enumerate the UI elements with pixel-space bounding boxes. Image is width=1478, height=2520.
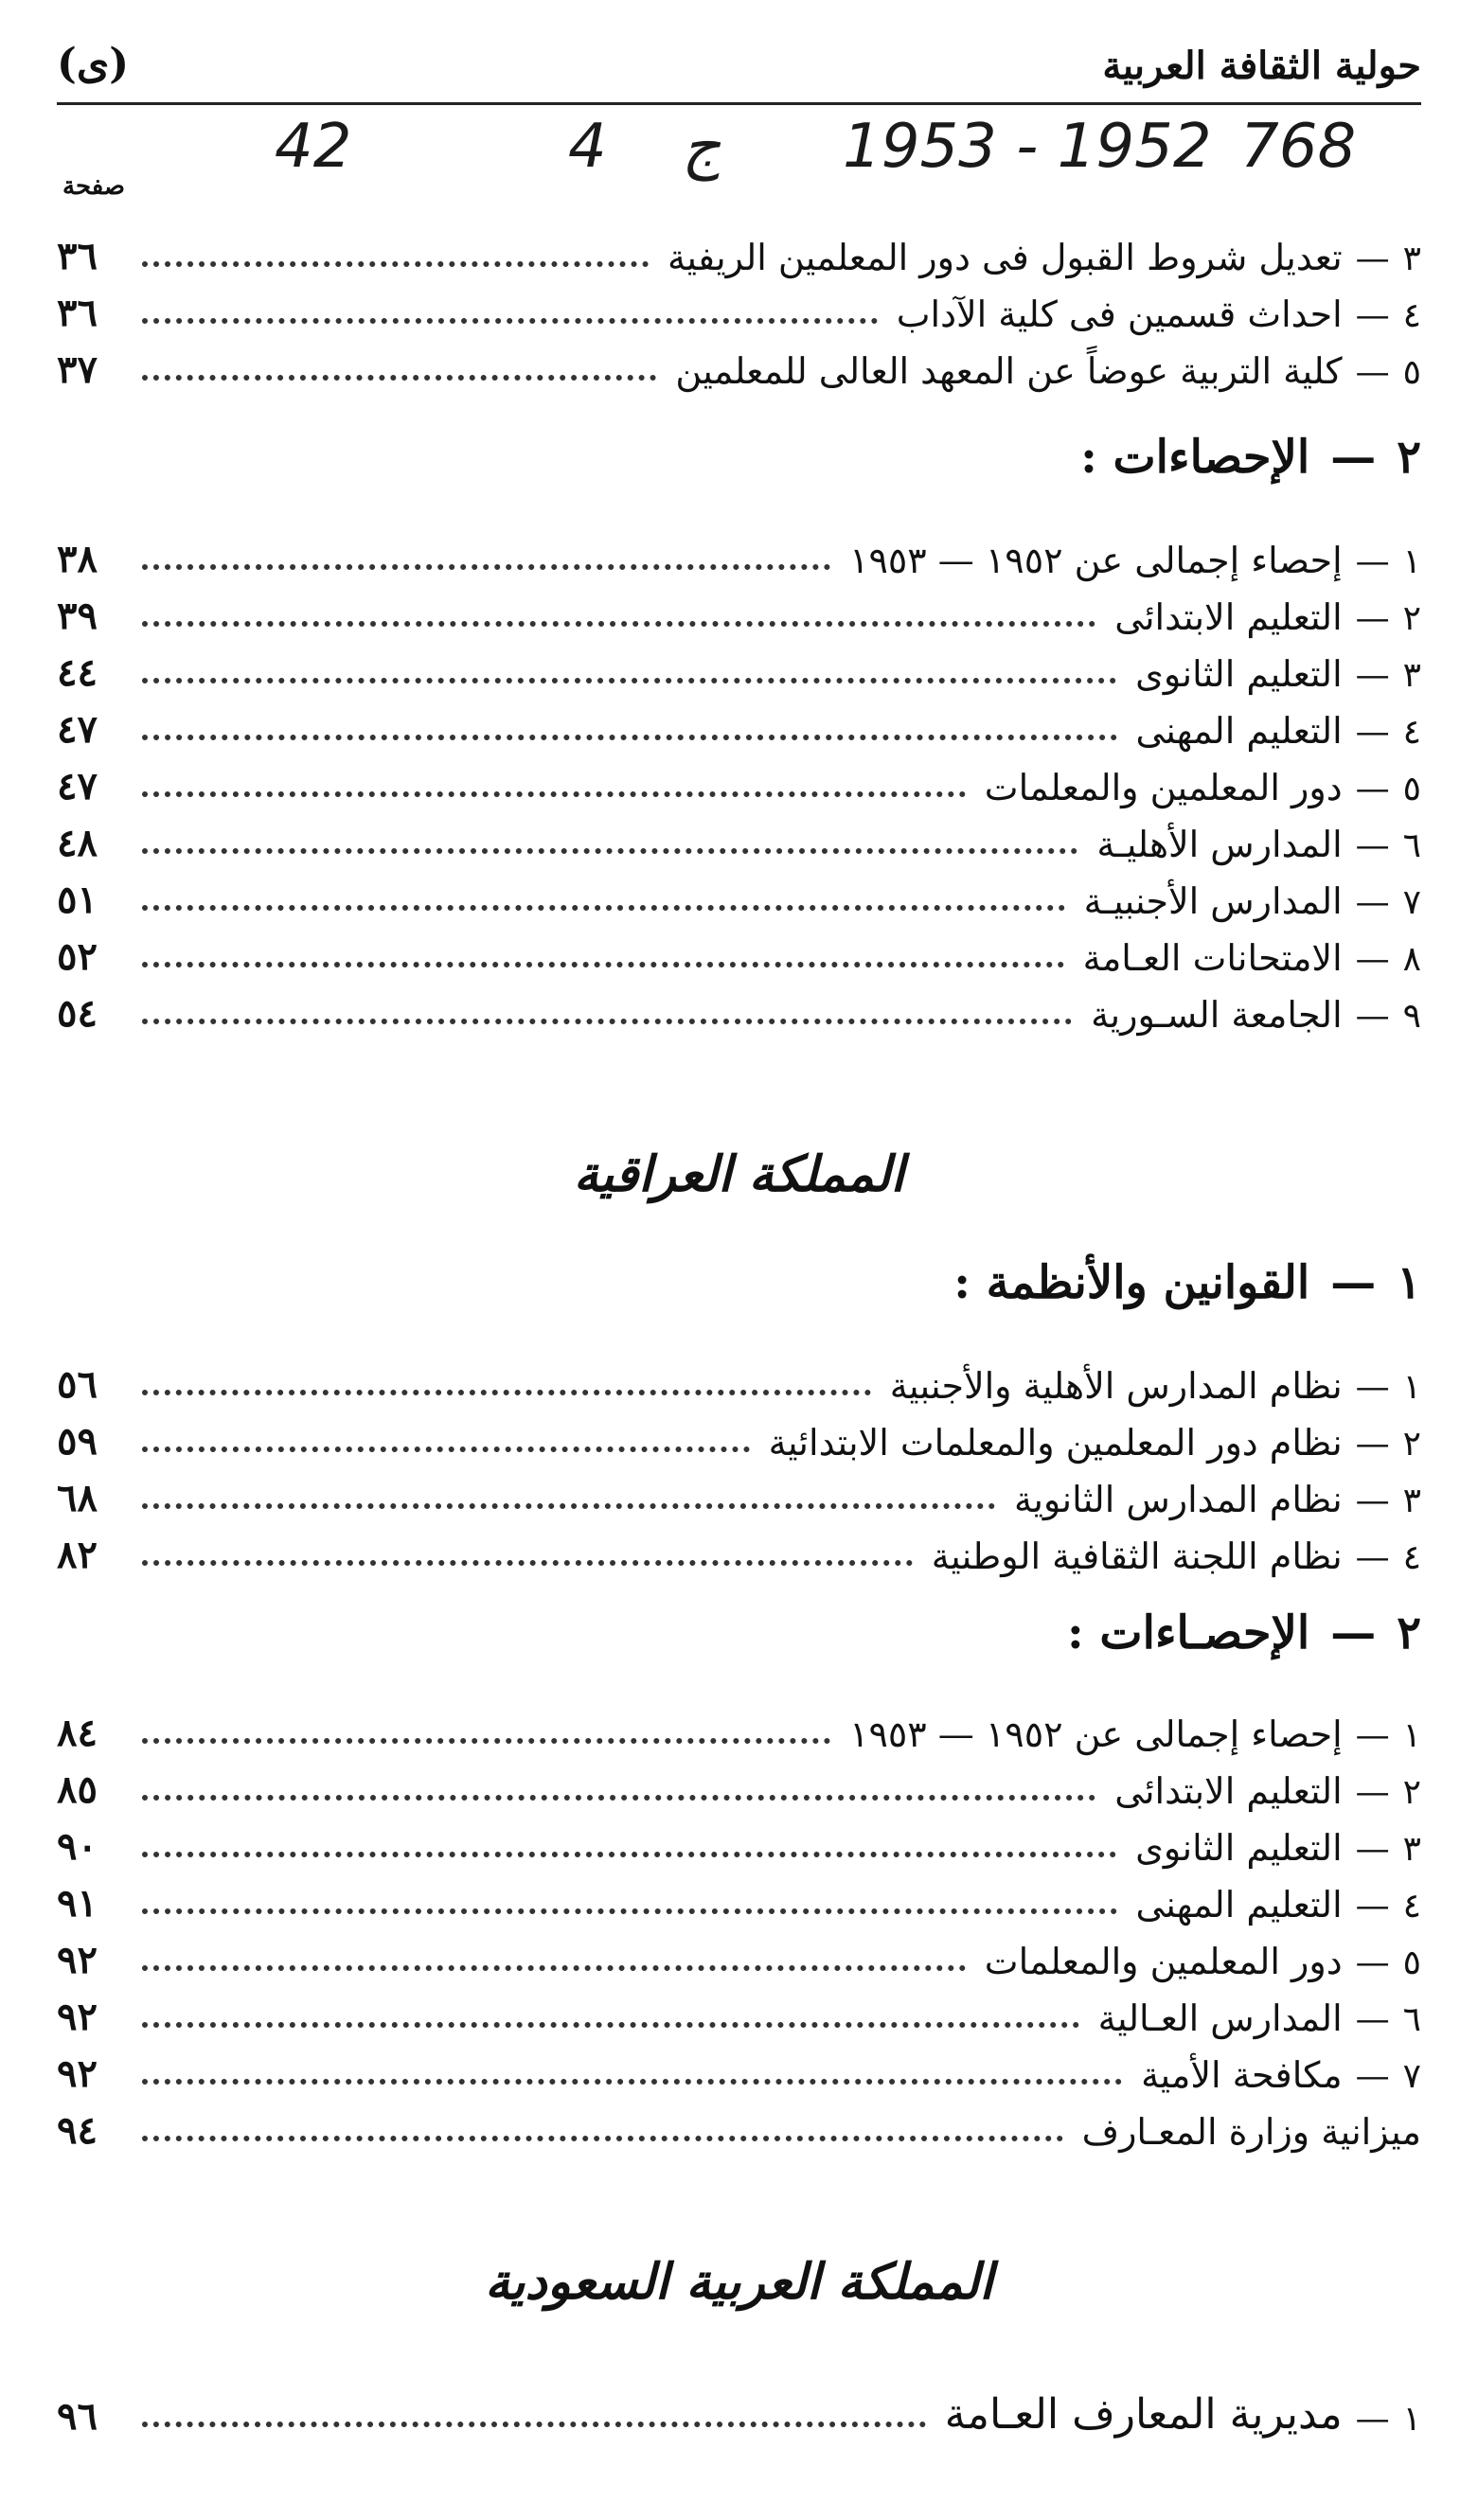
- toc-row: ٧ — مكافحة الأمية ٩٢: [57, 2051, 1421, 2096]
- entry-page: ٥٢: [57, 934, 98, 979]
- leader-dots: [142, 375, 656, 381]
- entry-text: التعليم الابتدائى: [1114, 596, 1343, 638]
- leader-dots: [142, 564, 830, 570]
- entry-page: ٤٧: [57, 707, 98, 752]
- entry-page: ٤٧: [57, 764, 98, 808]
- entry-page: ٩٤: [57, 2108, 98, 2153]
- entry-text: تعديل شروط القبول فى دور المعلمين الريفية: [668, 237, 1343, 278]
- entry-page: ٣٧: [57, 347, 98, 392]
- entry-text: مديرية المعارف العـامة: [944, 2390, 1343, 2439]
- section-heading-statistics: ٢ — الإحصـاءات :: [1067, 1606, 1421, 1659]
- toc-row: ٥ — دور المعلمين والمعلمات ٩٢: [57, 1938, 1421, 1982]
- entry-number: ٣: [1402, 1482, 1421, 1520]
- toc-row: ١ — إحصاء إجمالى عن ١٩٥٢ — ١٩٥٣ ٣٨: [57, 537, 1421, 581]
- country-heading-saudi: المملكة العربية السعودية: [485, 2253, 993, 2311]
- entry-text: التعليم الثانوى: [1135, 1827, 1343, 1869]
- section-title: الإحصاءات :: [1080, 431, 1310, 484]
- leader-dots: [142, 1446, 750, 1452]
- leader-dots: [142, 2079, 1122, 2085]
- entry-number: ١: [1402, 542, 1421, 581]
- entry-number: ٢: [1402, 599, 1421, 638]
- handwritten-years: 1953 - 1952: [843, 112, 1212, 182]
- entry-page: ٥٩: [57, 1419, 98, 1464]
- section-number: ٢: [1397, 1606, 1421, 1659]
- entry-text: التعليم المهنى: [1135, 1884, 1343, 1925]
- leader-dots: [142, 1503, 995, 1509]
- entry-page: ٨٤: [57, 1711, 98, 1755]
- entry-number: ٢: [1402, 1773, 1421, 1812]
- entry-page: ٨٥: [57, 1767, 98, 1812]
- entry-number: ١: [1402, 1716, 1421, 1755]
- entry-number: ٥: [1402, 1943, 1421, 1982]
- entry-page: ٩١: [57, 1881, 98, 1925]
- entry-text: ميزانية وزارة المعـارف: [1081, 2111, 1421, 2153]
- leader-dots: [142, 735, 1117, 740]
- entry-number: ٣: [1402, 1830, 1421, 1869]
- toc-row: ٤ — التعليم المهنى ٤٧: [57, 707, 1421, 752]
- leader-dots: [142, 1795, 1095, 1801]
- section-number: ١: [1397, 1256, 1421, 1309]
- entry-page: ٣٦: [57, 291, 98, 335]
- section-title: القوانين والأنظمة :: [953, 1256, 1310, 1309]
- leader-dots: [142, 1908, 1117, 1914]
- leader-dots: [142, 678, 1116, 683]
- entry-number: ٥: [1402, 353, 1421, 392]
- entry-text: إحصاء إجمالى عن ١٩٥٢ — ١٩٥٣: [849, 1713, 1343, 1755]
- toc-row: ٣ — نظام المدارس الثانوية ٦٨: [57, 1476, 1421, 1520]
- entry-page: ٥٤: [57, 991, 98, 1036]
- entry-text: المدارس العـالية: [1097, 1997, 1343, 2039]
- toc-row: ٢ — التعليم الابتدائى ٣٩: [57, 594, 1421, 638]
- handwritten-annotation: [256, 112, 1420, 197]
- entry-page: ٣٦: [57, 234, 98, 278]
- section-title: الإحصـاءات :: [1067, 1606, 1310, 1659]
- leader-dots: [142, 962, 1064, 967]
- running-title: حولية الثقافة العربية: [1102, 44, 1421, 88]
- leader-dots: [142, 621, 1095, 627]
- entry-number: ١: [1402, 1368, 1421, 1407]
- entry-number: ٩: [1402, 997, 1421, 1036]
- handwritten-number: 768: [1240, 112, 1357, 182]
- entry-text: المدارس الأجنبيـة: [1083, 880, 1343, 922]
- toc-row: ٣ — تعديل شروط القبول فى دور المعلمين الريفية ٣٦: [57, 234, 1421, 278]
- toc-row: ٥ — كلية التربية عوضاً عن المعهد العالى للمعلمين ٣٧: [57, 347, 1421, 392]
- leader-dots: [142, 2022, 1079, 2028]
- entry-text: المدارس الأهليـة: [1096, 824, 1343, 865]
- entry-page: ٥١: [57, 878, 98, 922]
- entry-number: ٤: [1402, 1538, 1421, 1577]
- section-heading-laws: ١ — القوانين والأنظمة :: [953, 1256, 1421, 1309]
- toc-row: ١ — مديرية المعارف العـامة ٩٦: [57, 2390, 1421, 2439]
- entry-text: الامتحانات العـامة: [1082, 937, 1343, 979]
- entry-number: ٦: [1402, 2000, 1421, 2039]
- entry-text: مكافحة الأمية: [1141, 2054, 1343, 2096]
- page-header: [57, 27, 1421, 105]
- entry-text: كلية التربية عوضاً عن المعهد العالى للمعلمين: [675, 350, 1343, 392]
- entry-text: الجامعة السـورية: [1091, 994, 1343, 1036]
- entry-text: دور المعلمين والمعلمات: [984, 1941, 1343, 1982]
- leader-dots: [142, 848, 1077, 854]
- entry-number: ٧: [1402, 2057, 1421, 2096]
- leader-dots: [142, 1965, 966, 1971]
- leader-dots: [142, 2136, 1063, 2141]
- toc-row: ٣ — التعليم الثانوى ٤٤: [57, 650, 1421, 695]
- entry-number: ٤: [1402, 713, 1421, 752]
- entry-text: التعليم المهنى: [1135, 710, 1343, 752]
- entry-page: ٩٠: [57, 1824, 98, 1869]
- entry-number: ٣: [1402, 240, 1421, 278]
- section-number: ٢: [1397, 431, 1421, 484]
- toc-row: ٤ — نظام اللجنة الثقافية الوطنية ٨٢: [57, 1533, 1421, 1577]
- entry-page: ٨٢: [57, 1533, 98, 1577]
- entry-text: نظام المدارس الثانوية: [1013, 1479, 1343, 1520]
- country-heading-iraq: المملكة العراقية: [573, 1145, 905, 1203]
- handwritten-code: 42: [275, 112, 352, 182]
- entry-text: دور المعلمين والمعلمات: [984, 767, 1343, 808]
- entry-page: ٥٦: [57, 1362, 98, 1407]
- toc-row: ٦ — المدارس الأهليـة ٤٨: [57, 821, 1421, 865]
- entry-text: نظام اللجنة الثقافية الوطنية: [931, 1535, 1343, 1577]
- toc-row: ٥ — دور المعلمين والمعلمات ٤٧: [57, 764, 1421, 808]
- entry-page: ٣٩: [57, 594, 98, 638]
- toc-row: ٩ — الجامعة السـورية ٥٤: [57, 991, 1421, 1036]
- section-heading-statistics: ٢ — الإحصاءات :: [1080, 431, 1421, 484]
- toc-row: ٢ — التعليم الابتدائى ٨٥: [57, 1767, 1421, 1812]
- entry-number: ٢: [1402, 1425, 1421, 1464]
- leader-dots: [142, 1390, 871, 1395]
- entry-number: ٨: [1402, 940, 1421, 979]
- entry-page: ٣٨: [57, 537, 98, 581]
- leader-dots: [142, 1738, 830, 1744]
- toc-row: ٤ — احداث قسمين فى كلية الآداب ٣٦: [57, 291, 1421, 335]
- toc-row: ١ — نظام المدارس الأهلية والأجنبية ٥٦: [57, 1362, 1421, 1407]
- entry-page: ٩٢: [57, 1938, 98, 1982]
- entry-page: ٦٨: [57, 1476, 98, 1520]
- leader-dots: [142, 1019, 1072, 1024]
- leader-dots: [142, 1560, 913, 1566]
- entry-number: ١: [1402, 2400, 1421, 2439]
- entry-page: ٤٤: [57, 650, 98, 695]
- handwritten-vol: 4: [568, 112, 607, 182]
- entry-number: ٣: [1402, 656, 1421, 695]
- toc-row: ٢ — نظام دور المعلمين والمعلمات الابتدائية ٥٩: [57, 1419, 1421, 1464]
- page-letter: (ى): [57, 40, 130, 88]
- entry-text: التعليم الابتدائى: [1114, 1770, 1343, 1812]
- toc-row: ١ — إحصاء إجمالى عن ١٩٥٢ — ١٩٥٣ ٨٤: [57, 1711, 1421, 1755]
- leader-dots: [142, 791, 966, 797]
- toc-row-budget: [57, 2100, 1421, 2153]
- leader-dots: [142, 261, 649, 267]
- entry-number: ٤: [1402, 1887, 1421, 1925]
- entry-page: ٩٢: [57, 1995, 98, 2039]
- entry-text: إحصاء إجمالى عن ١٩٥٢ — ١٩٥٣: [849, 540, 1343, 581]
- leader-dots: [142, 2422, 926, 2427]
- entry-number: ٦: [1402, 826, 1421, 865]
- entry-text: احداث قسمين فى كلية الآداب: [896, 293, 1343, 335]
- leader-dots: [142, 905, 1065, 911]
- entry-text: نظام المدارس الأهلية والأجنبية: [889, 1365, 1343, 1407]
- entry-page: ٩٦: [57, 2394, 98, 2439]
- handwritten-part: ج: [682, 112, 721, 182]
- page-column-label: صفحة: [62, 172, 125, 201]
- entry-page: ٩٢: [57, 2051, 98, 2096]
- entry-number: ٥: [1402, 770, 1421, 808]
- entry-number: ٧: [1402, 883, 1421, 922]
- entry-text: نظام دور المعلمين والمعلمات الابتدائية: [768, 1422, 1343, 1464]
- toc-row: ٤ — التعليم المهنى ٩١: [57, 1881, 1421, 1925]
- entry-number: ٤: [1402, 296, 1421, 335]
- entry-text: التعليم الثانوى: [1135, 653, 1343, 695]
- toc-row: ٦ — المدارس العـالية ٩٢: [57, 1995, 1421, 2039]
- toc-row: ٧ — المدارس الأجنبيـة ٥١: [57, 878, 1421, 922]
- toc-row: ٣ — التعليم الثانوى ٩٠: [57, 1824, 1421, 1869]
- toc-row: ٨ — الامتحانات العـامة ٥٢: [57, 934, 1421, 979]
- leader-dots: [142, 318, 878, 324]
- entry-page: ٤٨: [57, 821, 98, 865]
- leader-dots: [142, 1852, 1116, 1857]
